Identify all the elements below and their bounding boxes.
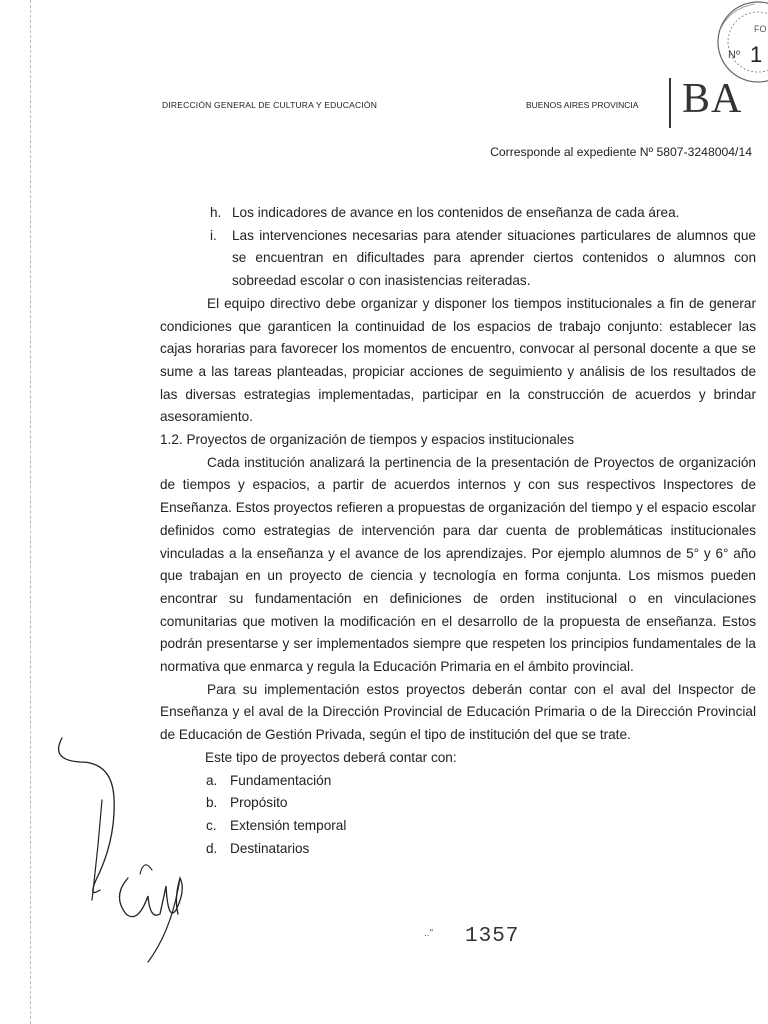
document-body [160, 202, 756, 860]
list-marker: b. [206, 795, 218, 811]
paragraph-proyectos: Cada institución analizará la pertinencia de la presentación de Proyectos de organización de tiempos y espacios, a partir de acuerdos internos y con sus respectivos Inspectores de Enseñanza. Estos proyectos refieren a propuestas de organización del tiempo y el espacio escolar definidos como estrategias de intervención para dar cuenta de problemáticas institucionales vinculadas a la enseñanza y el avance de los aprendizajes. Por ejemplo alumnos de 5° y 6° año que trabajan en un proyecto de ciencia y tecnología en forma conjunta. Los mismos pueden encontrar su fundamentación en definiciones de orden institucional o en vinculaciones comunitarias que motiven la modificación en el desarrollo de la propuesta de enseñanza. Estos podrán presentarse y ser implementados siempre que respeten los principios fundamentales de la normativa que enmarca y regula la Educación Primaria en el ámbito provincial. [160, 454, 756, 675]
handwritten-signature [40, 700, 210, 970]
page-number: 1357 [465, 925, 520, 948]
list-marker: h. [210, 205, 222, 220]
header-province: BUENOS AIRES PROVINCIA [526, 100, 639, 110]
list-item-text: Destinatarios [230, 840, 310, 856]
stamp-folio-label: Nº [728, 49, 740, 61]
header-divider [669, 78, 671, 128]
requirements-list [160, 770, 756, 861]
list-item-i [160, 225, 756, 293]
list-item-text: Propósito [230, 795, 288, 811]
section-heading: 1.2. Proyectos de organización de tiempos y espacios institucionales [160, 432, 575, 448]
list-item [160, 838, 756, 861]
list-marker: i. [210, 227, 217, 243]
list-intro: Este tipo de proyectos deberá contar con: [205, 749, 457, 765]
page-number-prefix: .." [424, 928, 434, 939]
header-institution: DIRECCIÓN GENERAL DE CULTURA Y EDUCACIÓN [162, 100, 378, 110]
paragraph-implementacion: Para su implementación estos proyectos deberán contar con el aval del Inspector de Enseñanza y el aval de la Dirección Provincial de Educación Primaria o de la Dirección Provincial de Educación de Gestión Privada, según el tipo de institución del que se trate. [160, 681, 756, 743]
list-item-text: Extensión temporal [230, 817, 347, 833]
scan-margin-line [30, 0, 31, 1024]
list-item [160, 770, 756, 793]
paragraph-equipo-directivo: El equipo directivo debe organizar y disponer los tiempos institucionales a fin de generar condiciones que garanticen la continuidad de los espacios de trabajo conjunto: establecer las cajas horarias para favorecer los momentos de encuentro, convocar al personal docente a que se sume a las tareas planteadas, propiciar acciones de seguimiento y análisis de los resultados de las diversas estrategias implementadas, participar en la construcción de acuerdos y brindar asesoramiento. [160, 295, 756, 425]
list-marker: c. [206, 817, 217, 833]
list-item-text: Fundamentación [230, 772, 332, 788]
list-item-h [160, 202, 756, 225]
list-marker: d. [206, 840, 218, 856]
list-marker: a. [206, 772, 218, 788]
stamp-folio-letters: FO [754, 24, 767, 34]
stamp-folio-number: 1 [750, 42, 763, 67]
file-reference: Corresponde al expediente Nº 5807-3248004/14 [490, 145, 752, 159]
list-item [160, 815, 756, 838]
ba-logo: BA [682, 76, 743, 122]
list-item-text: Las intervenciones necesarias para atender situaciones particulares de alumnos que se encuentran en dificultades para aprender ciertos contenidos o alumnos con sobreedad escolar o con inasistencias reiteradas. [232, 227, 756, 289]
list-item-text: Los indicadores de avance en los contenidos de enseñanza de cada área. [232, 205, 680, 220]
list-item [160, 792, 756, 815]
